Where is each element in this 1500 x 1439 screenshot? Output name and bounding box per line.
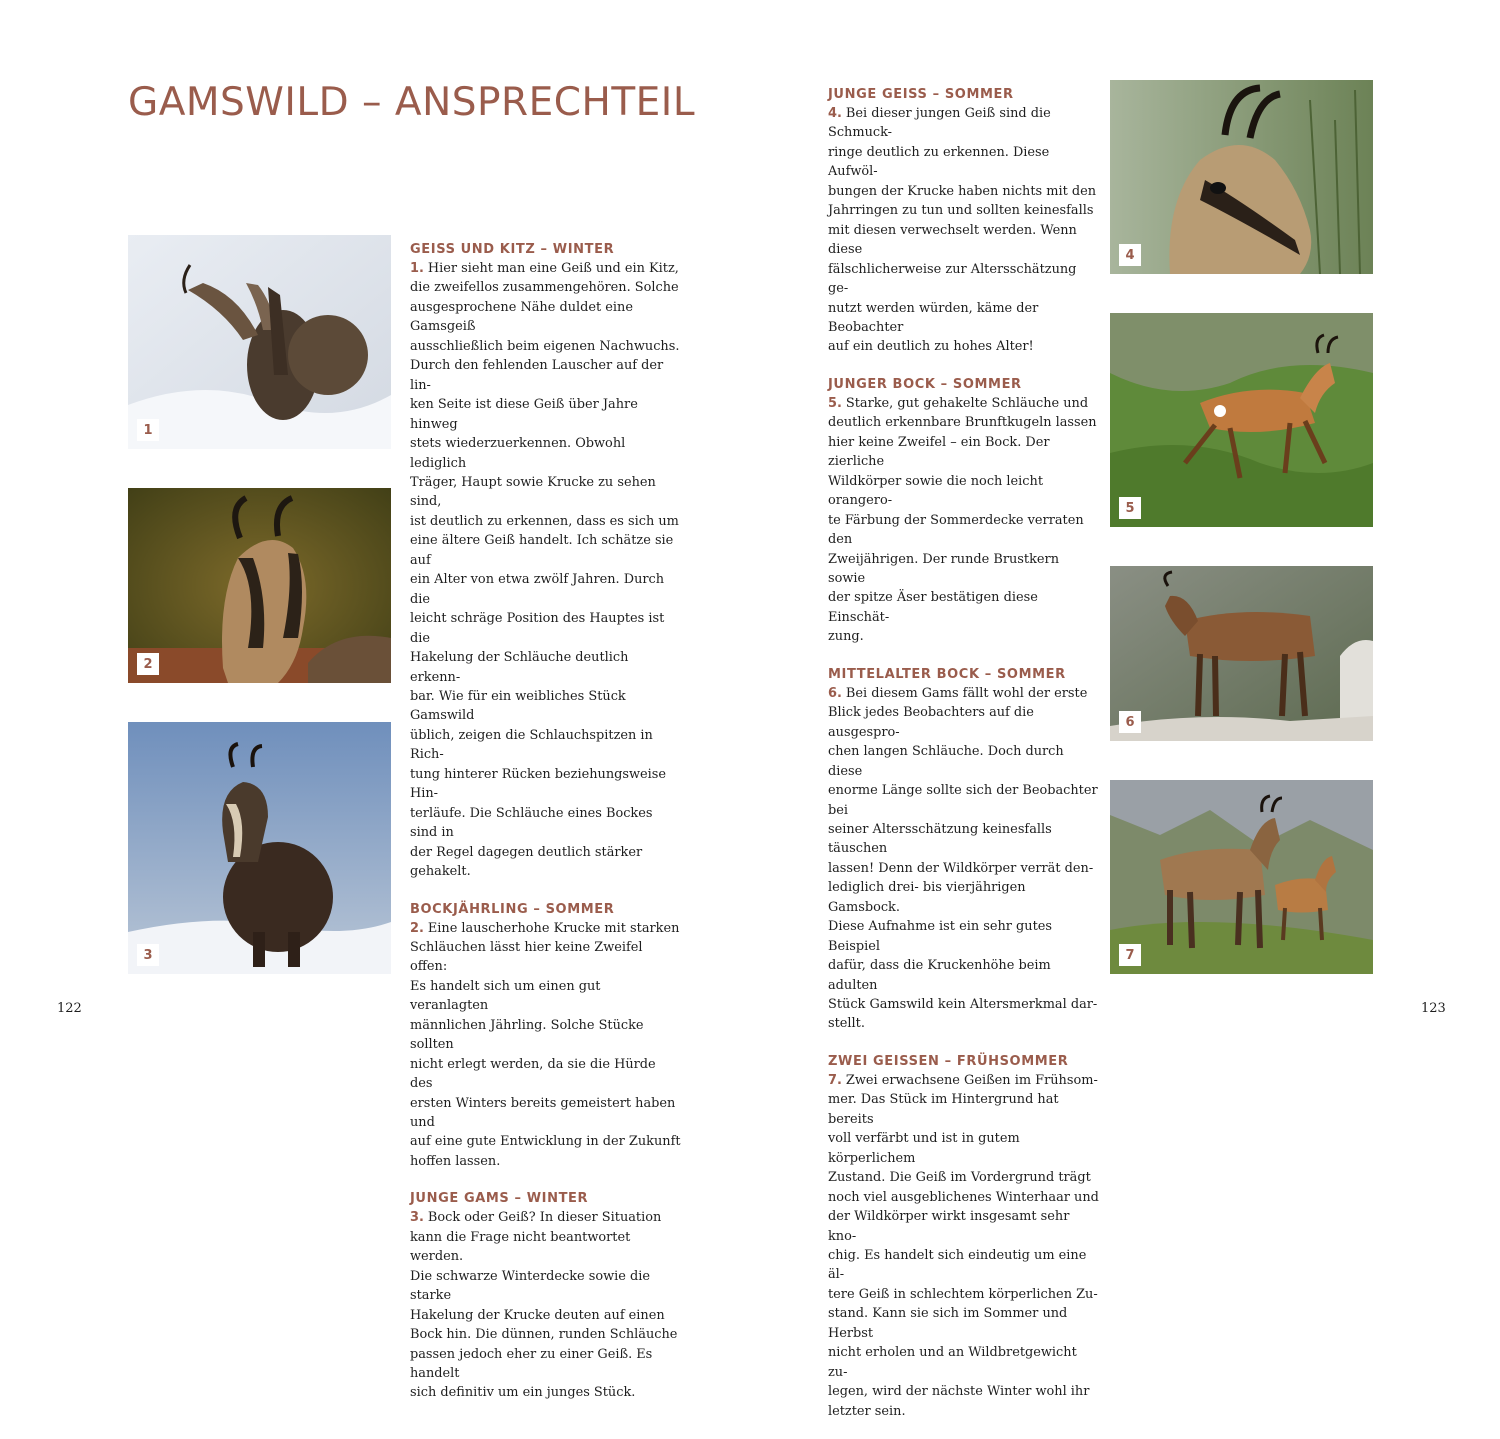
page-number-right: 123: [1421, 1001, 1446, 1016]
section-text: Bei dieser jungen Geiß sind die Schmuck- ringe deutlich zu erkennen. Diese Aufwöl- bungen der Krucke haben nichts mit den Jahrringen zu tun und sollten keinesfalls mit diesen verwechselt werden. Wenn diese fälschlicherweise zur Altersschätzung ge- nutzt werden würden, käme der Beobachter auf ein deutlich zu hohes Alter!: [828, 106, 1097, 355]
photo-number: 4: [1119, 244, 1141, 266]
section-body: [410, 1208, 682, 1403]
photo-number: 1: [137, 419, 159, 441]
section-7: [828, 1052, 1100, 1421]
two-does-on-slope-icon: [1110, 780, 1373, 974]
photo-5: [1110, 313, 1373, 527]
photo-6: [1110, 566, 1373, 741]
section-text: Zwei erwachsene Geißen im Frühsom- mer. Das Stück im Hintergrund hat bereits voll verfärbt und ist in gutem körperlichem Zustand. Die Geiß im Vordergrund trägt noch viel ausgeblichenes Winterhaar und der Wildkörper wirkt insgesamt sehr kno- chig. Es handelt sich eindeutig um eine äl- tere Geiß in schlechtem körperlichen Zu- stand. Kann sie sich im Sommer und Herbst nicht erholen und an Wildbretgewicht zu- legen, wird der nächste Winter wohl ihr letzter sein.: [828, 1072, 1099, 1419]
section-heading: MITTELALTER BOCK – SOMMER: [828, 666, 1066, 682]
photo-number: 6: [1119, 711, 1141, 733]
section-text: Hier sieht man eine Geiß und ein Kitz, die zweifellos zusammengehören. Solche ausgesprochene Nähe duldet eine Gamsgeiß ausschließlich beim eigenen Nachwuchs. Durch den fehlenden Lauscher auf der lin- ken Seite ist diese Geiß über Jahre hinweg stets wiederzuerkennen. Obwohl lediglich Träger, Haupt sowie Krucke zu sehen sind, ist deutlich zu erkennen, dass es sich um eine ältere Geiß handelt. Ich schätze sie auf ein Alter von etwa zwölf Jahren. Durch die leicht schräge Position des Hauptes ist die Hakelung der Schläuche deutlich erkenn- bar. Wie für ein weibliches Stück Gamswild üblich, zeigen die Schlauchspitzen in Rich- tung hinterer Rücken beziehungsweise Hin- terläufe. Die Schläuche eines Bockes sind in der Regel dagegen deutlich stärker gehakelt.: [410, 261, 680, 880]
chamois-head-portrait-icon: [128, 488, 391, 683]
section-text: Starke, gut gehakelte Schläuche und deutlich erkennbare Brunftkugeln lassen hier keine Zweifel – ein Bock. Der zierliche Wildkörper sowie die noch leicht orangero- te Färbung der Sommerdecke verraten den Zweijährigen. Der runde Brustkern sowie der spitze Äser bestätigen diese Einschät- zung.: [828, 395, 1097, 645]
section-2: [410, 900, 682, 1172]
section-body: [828, 394, 1100, 647]
photo-number: 7: [1119, 944, 1141, 966]
section-number: 2.: [410, 920, 424, 936]
left-text-column: [410, 240, 682, 1421]
section-heading: JUNGER BOCK – SOMMER: [828, 376, 1022, 392]
photo-4: [1110, 80, 1373, 274]
photo-3: [128, 722, 391, 974]
section-6: [828, 665, 1100, 1034]
photo-number: 2: [137, 653, 159, 675]
young-chamois-in-snow-icon: [128, 722, 391, 974]
young-doe-head-closeup-icon: [1110, 80, 1373, 274]
section-heading: ZWEI GEISSEN – FRÜHSOMMER: [828, 1053, 1069, 1069]
section-text: Bock oder Geiß? In dieser Situation kann die Frage nicht beantwortet werden. Die schwarze Winterdecke sowie die starke Hakelung der Krucke deuten auf einen Bock hin. Die dünnen, runden Schläuche passen jedoch eher zu einer Geiß. Es handelt sich definitiv um ein junges Stück.: [410, 1210, 678, 1401]
middle-aged-buck-on-rock-icon: [1110, 566, 1373, 741]
section-heading: BOCKJÄHRLING – SOMMER: [410, 901, 615, 917]
section-number: 6.: [828, 685, 842, 701]
section-body: [410, 259, 682, 882]
section-4: [828, 85, 1100, 357]
right-text-column: [828, 85, 1100, 1439]
section-body: [410, 919, 682, 1172]
section-body: [828, 684, 1100, 1034]
photo-number: 5: [1119, 497, 1141, 519]
section-text: Bei diesem Gams fällt wohl der erste Blick jedes Beobachters auf die ausgespro- chen langen Schläuche. Doch durch diese enorme Länge sollte sich der Beobachter bei seiner Altersschätzung keinesfalls täuschen lassen! Denn der Wildkörper verrät den- lediglich drei- bis vierjährigen Gamsbock. Diese Aufnahme ist ein sehr gutes Beispiel dafür, dass die Kruckenhöhe beim adulten Stück Gamswild kein Altersmerkmal dar- stellt.: [828, 685, 1098, 1032]
photo-1: [128, 235, 391, 449]
section-text: Eine lauscherhohe Krucke mit starken Schläuchen lässt hier keine Zweifel offen: Es handelt sich um einen gut veranlagten männlichen Jährling. Solche Stücke sollten nicht erlegt werden, da sie die Hürde des ersten Winters bereits gemeistert haben und auf eine gute Entwicklung in der Zukunft hoffen lassen.: [410, 920, 681, 1169]
section-heading: GEISS UND KITZ – WINTER: [410, 242, 615, 257]
page-number-left: 122: [57, 1001, 82, 1016]
chamois-doe-and-kid-in-snow-icon: [128, 235, 391, 449]
photo-2: [128, 488, 391, 683]
section-number: 7.: [828, 1072, 842, 1088]
section-number: 5.: [828, 395, 842, 411]
photo-number: 3: [137, 944, 159, 966]
page-title: GAMSWILD – ANSPRECHTEIL: [128, 80, 696, 125]
section-1: [410, 240, 682, 882]
section-body: [828, 104, 1100, 357]
section-number: 4.: [828, 106, 842, 121]
section-heading: JUNGE GAMS – WINTER: [410, 1191, 589, 1207]
section-number: 1.: [410, 261, 424, 276]
photo-7: [1110, 780, 1373, 974]
section-3: [410, 1189, 682, 1403]
section-heading: JUNGE GEISS – SOMMER: [828, 87, 1014, 102]
section-5: [828, 375, 1100, 647]
section-body: [828, 1071, 1100, 1421]
section-number: 3.: [410, 1210, 424, 1226]
young-buck-running-on-grass-icon: [1110, 313, 1373, 527]
